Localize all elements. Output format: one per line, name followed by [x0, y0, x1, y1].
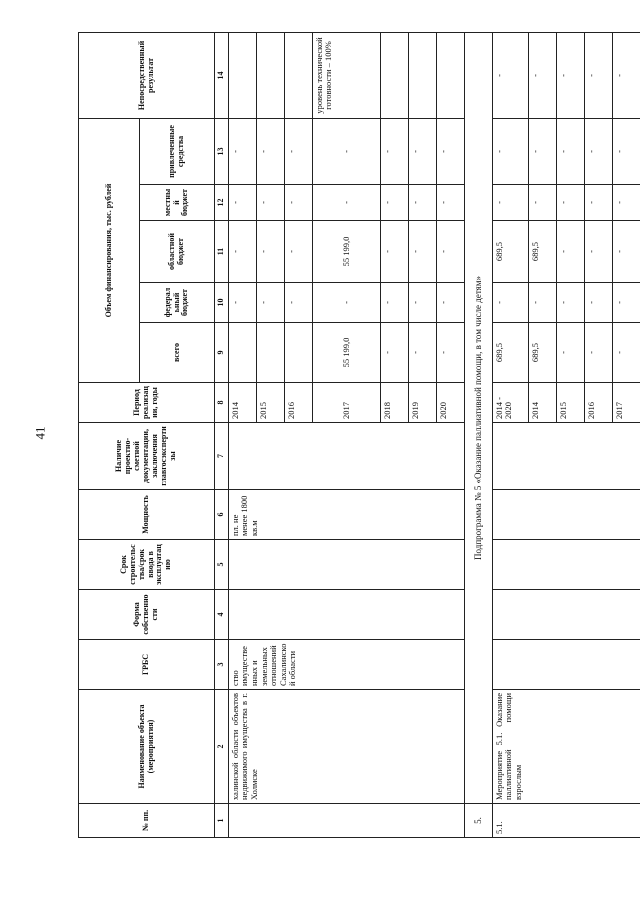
- regional-cell: -: [584, 221, 612, 283]
- attracted-cell: -: [228, 118, 256, 184]
- result-cell: [436, 32, 464, 118]
- federal-cell: -: [228, 283, 256, 323]
- result-cell: -: [556, 32, 584, 118]
- result-cell: -: [492, 32, 528, 118]
- year-cell: 2014: [228, 383, 256, 423]
- documentation-cell: [492, 423, 640, 490]
- federal-cell: -: [284, 283, 312, 323]
- regional-cell: -: [256, 221, 284, 283]
- capacity-cell: [492, 490, 640, 540]
- local-cell: -: [284, 185, 312, 221]
- local-cell: -: [528, 185, 556, 221]
- col-number: 5: [215, 540, 229, 590]
- year-cell: 2014 - 2020: [492, 383, 528, 423]
- regional-cell: 689,5: [528, 221, 556, 283]
- year-cell: 2017: [312, 383, 380, 423]
- year-cell: 2016: [284, 383, 312, 423]
- capacity-cell: пл. не менее 1800 кв.м: [228, 490, 464, 540]
- year-cell: 2017: [612, 383, 640, 423]
- federal-cell: -: [380, 283, 408, 323]
- header-total: всего: [140, 323, 215, 383]
- col-number: 10: [215, 283, 229, 323]
- grbs-cell: [492, 640, 640, 690]
- total-cell: -: [556, 323, 584, 383]
- header-attracted: привлеченные средства: [140, 118, 215, 184]
- regional-cell: -: [436, 221, 464, 283]
- header-funding: Объем финансирования, тыс. рублей: [79, 118, 140, 382]
- header-grbs: ГРБС: [79, 640, 215, 690]
- header-ownership: Форма собственности: [79, 590, 215, 640]
- header-row-1: [79, 32, 140, 837]
- result-cell: [256, 32, 284, 118]
- total-cell: [284, 323, 312, 383]
- col-number: 14: [215, 32, 229, 118]
- local-cell: -: [436, 185, 464, 221]
- regional-cell: -: [380, 221, 408, 283]
- total-cell: -: [380, 323, 408, 383]
- total-cell: 689,5: [492, 323, 528, 383]
- year-cell: 2015: [556, 383, 584, 423]
- regional-cell: -: [284, 221, 312, 283]
- regional-cell: -: [556, 221, 584, 283]
- regional-cell: 689,5: [492, 221, 528, 283]
- total-cell: -: [408, 323, 436, 383]
- header-documentation: Наличие проектно-сметной документации, заключения главгосэкспертизы: [79, 423, 215, 490]
- header-federal: федеральный бюджет: [140, 283, 215, 323]
- total-cell: -: [436, 323, 464, 383]
- federal-cell: -: [492, 283, 528, 323]
- ownership-cell: [228, 590, 464, 640]
- regional-cell: 55 199,0: [312, 221, 380, 283]
- year-cell: 2016: [584, 383, 612, 423]
- ownership-cell: [492, 590, 640, 640]
- total-cell: 55 199,0: [312, 323, 380, 383]
- local-cell: -: [228, 185, 256, 221]
- grbs-cell: ство имущественных и земельных отношений Сахалинской области: [228, 640, 464, 690]
- federal-cell: -: [436, 283, 464, 323]
- year-cell: 2019: [408, 383, 436, 423]
- col-number: 13: [215, 118, 229, 184]
- header-no: № пп.: [79, 804, 215, 838]
- local-cell: -: [256, 185, 284, 221]
- total-cell: -: [612, 323, 640, 383]
- col-number: 7: [215, 423, 229, 490]
- col-number: 11: [215, 221, 229, 283]
- total-cell: 689,5: [528, 323, 556, 383]
- result-cell: [284, 32, 312, 118]
- col-number: 4: [215, 590, 229, 640]
- total-cell: -: [584, 323, 612, 383]
- local-cell: -: [380, 185, 408, 221]
- attracted-cell: -: [284, 118, 312, 184]
- subprogram-row: [464, 32, 492, 837]
- col-number: 9: [215, 323, 229, 383]
- col-number: 3: [215, 640, 229, 690]
- local-cell: -: [556, 185, 584, 221]
- subprogram-number: 5.: [464, 804, 492, 838]
- local-cell: -: [408, 185, 436, 221]
- result-cell: [380, 32, 408, 118]
- result-cell: [408, 32, 436, 118]
- attracted-cell: -: [556, 118, 584, 184]
- result-cell: [228, 32, 256, 118]
- page-number: 41: [32, 426, 48, 440]
- year-cell: 2015: [256, 383, 284, 423]
- attracted-cell: -: [528, 118, 556, 184]
- federal-cell: -: [556, 283, 584, 323]
- federal-cell: -: [312, 283, 380, 323]
- attracted-cell: -: [436, 118, 464, 184]
- regional-cell: -: [228, 221, 256, 283]
- federal-cell: -: [408, 283, 436, 323]
- federal-cell: -: [256, 283, 284, 323]
- total-cell: [228, 323, 256, 383]
- attracted-cell: -: [408, 118, 436, 184]
- result-cell: -: [584, 32, 612, 118]
- attracted-cell: -: [492, 118, 528, 184]
- col-number: 1: [215, 804, 229, 838]
- deadline-cell: [228, 540, 464, 590]
- result-cell: -: [528, 32, 556, 118]
- header-deadline: Срок строительства/срок ввода в эксплуатацию: [79, 540, 215, 590]
- regional-cell: -: [408, 221, 436, 283]
- column-numbers-row: [215, 32, 229, 837]
- result-cell: -: [612, 32, 640, 118]
- object-name: Мероприятие 5.1. Оказание паллиативной помощи взрослым: [492, 690, 640, 804]
- header-name: Наименование объекта (мероприятия): [79, 690, 215, 804]
- col-number: 8: [215, 383, 229, 423]
- row-number-cell: [228, 804, 464, 838]
- total-cell: [256, 323, 284, 383]
- result-cell: уровень технической готовности – 100%: [312, 32, 380, 118]
- object-name: халинской области объектов недвижимого имущества в г. Холмске: [228, 690, 464, 804]
- header-result: Непосредственный результат: [79, 32, 215, 118]
- federal-cell: -: [612, 283, 640, 323]
- table-row: [228, 32, 256, 837]
- attracted-cell: -: [380, 118, 408, 184]
- header-period: Период реализации, годы: [79, 383, 215, 423]
- regional-cell: -: [612, 221, 640, 283]
- header-capacity: Мощность: [79, 490, 215, 540]
- local-cell: -: [492, 185, 528, 221]
- attracted-cell: -: [256, 118, 284, 184]
- header-local: местный бюджет: [140, 185, 215, 221]
- documentation-cell: [228, 423, 464, 490]
- col-number: 12: [215, 185, 229, 221]
- subprogram-title: Подпрограмма № 5 «Оказание паллиативной помощи, в том числе детям»: [464, 32, 492, 803]
- federal-cell: -: [528, 283, 556, 323]
- rotated-table-container: [78, 33, 624, 838]
- attracted-cell: -: [584, 118, 612, 184]
- attracted-cell: -: [612, 118, 640, 184]
- local-cell: -: [312, 185, 380, 221]
- attracted-cell: -: [312, 118, 380, 184]
- local-cell: -: [612, 185, 640, 221]
- financing-table: [78, 32, 640, 838]
- year-cell: 2014: [528, 383, 556, 423]
- table-row: [492, 32, 528, 837]
- local-cell: -: [584, 185, 612, 221]
- col-number: 2: [215, 690, 229, 804]
- federal-cell: -: [584, 283, 612, 323]
- deadline-cell: [492, 540, 640, 590]
- row-number-cell: 5.1.: [492, 804, 640, 838]
- col-number: 6: [215, 490, 229, 540]
- year-cell: 2018: [380, 383, 408, 423]
- header-regional: областной бюджет: [140, 221, 215, 283]
- year-cell: 2020: [436, 383, 464, 423]
